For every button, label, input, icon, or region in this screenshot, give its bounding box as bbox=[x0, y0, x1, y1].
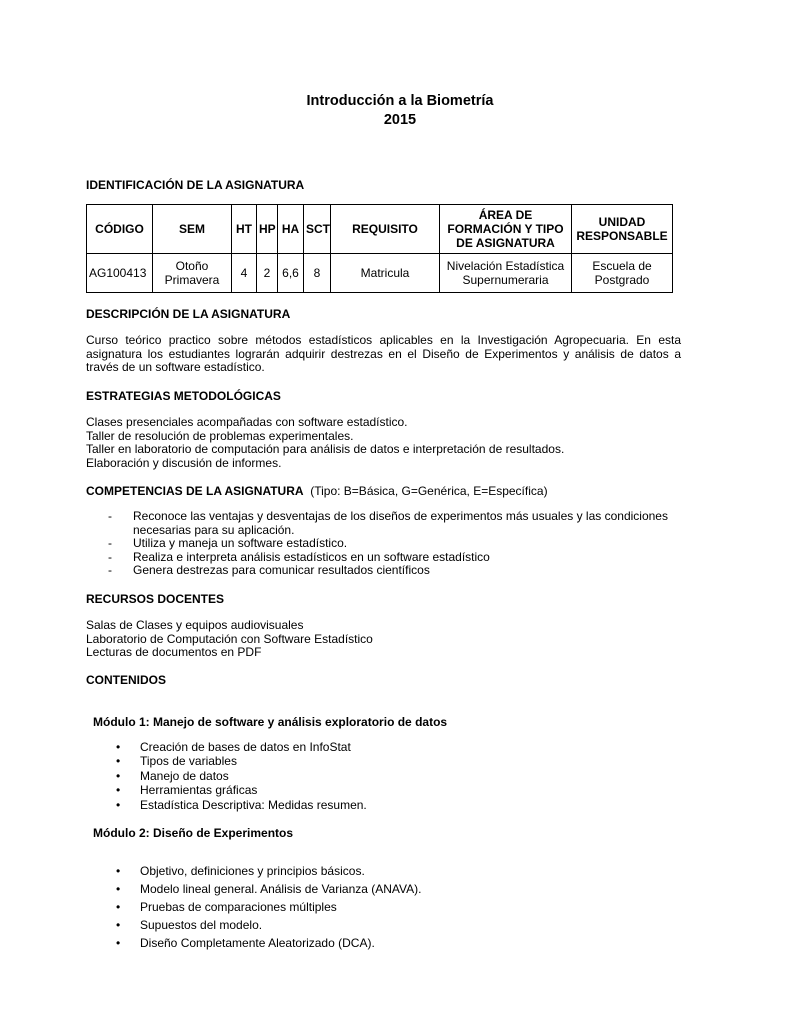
modulo2-title: Módulo 2: Diseño de Experimentos bbox=[93, 826, 294, 840]
modulo1-list bbox=[86, 740, 367, 812]
list-item: • Supuestos del modelo. bbox=[86, 916, 421, 934]
recursos-heading: RECURSOS DOCENTES bbox=[86, 592, 225, 606]
table-header-cell: ÁREA DE FORMACIÓN Y TIPO DE ASIGNATURA bbox=[440, 205, 572, 254]
table-cell: Escuela de Postgrado bbox=[572, 254, 673, 293]
list-item: - Genera destrezas para comunicar resultados científicos bbox=[86, 564, 686, 578]
table-header-cell: HA bbox=[278, 205, 304, 254]
list-item: • Herramientas gráficas bbox=[86, 783, 367, 797]
table-cell: 6,6 bbox=[278, 254, 304, 293]
list-item: Elaboración y discusión de informes. bbox=[86, 455, 282, 470]
list-item: • Creación de bases de datos en InfoStat bbox=[86, 740, 367, 754]
list-item: Lecturas de documentos en PDF bbox=[86, 645, 262, 660]
descripcion-heading: DESCRIPCIÓN DE LA ASIGNATURA bbox=[86, 307, 291, 321]
table-header-cell: REQUISITO bbox=[331, 205, 440, 254]
document-year: 2015 bbox=[383, 112, 417, 128]
list-item: - Realiza e interpreta análisis estadísticos en un software estadístico bbox=[86, 551, 686, 565]
asignatura-table bbox=[86, 204, 673, 293]
table-cell: AG100413 bbox=[87, 254, 153, 293]
list-item: • Modelo lineal general. Análisis de Varianza (ANAVA). bbox=[86, 880, 421, 898]
list-item: • Manejo de datos bbox=[86, 769, 367, 783]
list-item: • Tipos de variables bbox=[86, 754, 367, 768]
list-item: Taller en laboratorio de computación para análisis de datos e interpretación de resultados. bbox=[86, 442, 565, 457]
recursos-list bbox=[86, 619, 373, 660]
table-header-row bbox=[87, 205, 673, 254]
table-header-cell: HT bbox=[232, 205, 257, 254]
contenidos-heading: CONTENIDOS bbox=[86, 673, 167, 687]
modulo1-title: Módulo 1: Manejo de software y análisis exploratorio de datos bbox=[93, 715, 448, 729]
table-row bbox=[87, 254, 673, 293]
table-cell: 4 bbox=[232, 254, 257, 293]
list-item: Laboratorio de Computación con Software Estadístico bbox=[86, 631, 373, 646]
document-title: Introducción a la Biometría bbox=[306, 93, 494, 109]
list-item: • Objetivo, definiciones y principios básicos. bbox=[86, 862, 421, 880]
competencias-heading bbox=[86, 484, 548, 498]
table-cell: Otoño Primavera bbox=[153, 254, 232, 293]
list-item: • Diseño Completamente Aleatorizado (DCA). bbox=[86, 934, 421, 952]
descripcion-text: Curso teórico practico sobre métodos estadísticos aplicables en la Investigación Agropecuaria. En esta asignatura los estudiantes lograrán adquirir destrezas en el Diseño de Experimentos y análisis de datos a través de un software estadístico. bbox=[86, 333, 681, 375]
list-item: • Estadística Descriptiva: Medidas resumen. bbox=[86, 798, 367, 812]
list-item: - Reconoce las ventajas y desventajas de los diseños de experimentos más usuales y las condiciones necesarias para su aplicación. bbox=[86, 510, 686, 537]
identificacion-heading: IDENTIFICACIÓN DE LA ASIGNATURA bbox=[86, 178, 305, 192]
table-header-cell: SCT bbox=[304, 205, 331, 254]
competencias-list bbox=[86, 510, 686, 578]
estrategias-list bbox=[86, 416, 564, 470]
table-header-cell: CÓDIGO bbox=[87, 205, 153, 254]
table-header-cell: SEM bbox=[153, 205, 232, 254]
estrategias-heading: ESTRATEGIAS METODOLÓGICAS bbox=[86, 389, 281, 403]
list-item: Taller de resolución de problemas experimentales. bbox=[86, 428, 354, 443]
table-header-cell: UNIDAD RESPONSABLE bbox=[572, 205, 673, 254]
list-item: - Utiliza y maneja un software estadístico. bbox=[86, 537, 686, 551]
table-header-cell: HP bbox=[257, 205, 278, 254]
table-cell: Matricula bbox=[331, 254, 440, 293]
competencias-note: (Tipo: B=Básica, G=Genérica, E=Específica) bbox=[310, 484, 548, 498]
competencias-title: COMPETENCIAS DE LA ASIGNATURA bbox=[86, 484, 304, 498]
list-item: • Pruebas de comparaciones múltiples bbox=[86, 898, 421, 916]
list-item: Salas de Clases y equipos audiovisuales bbox=[86, 618, 304, 632]
table-cell: 2 bbox=[257, 254, 278, 293]
table-cell: Nivelación Estadística Supernumeraria bbox=[440, 254, 572, 293]
modulo2-list bbox=[86, 862, 421, 952]
table-cell: 8 bbox=[304, 254, 331, 293]
list-item: Clases presenciales acompañadas con software estadístico. bbox=[86, 415, 408, 429]
